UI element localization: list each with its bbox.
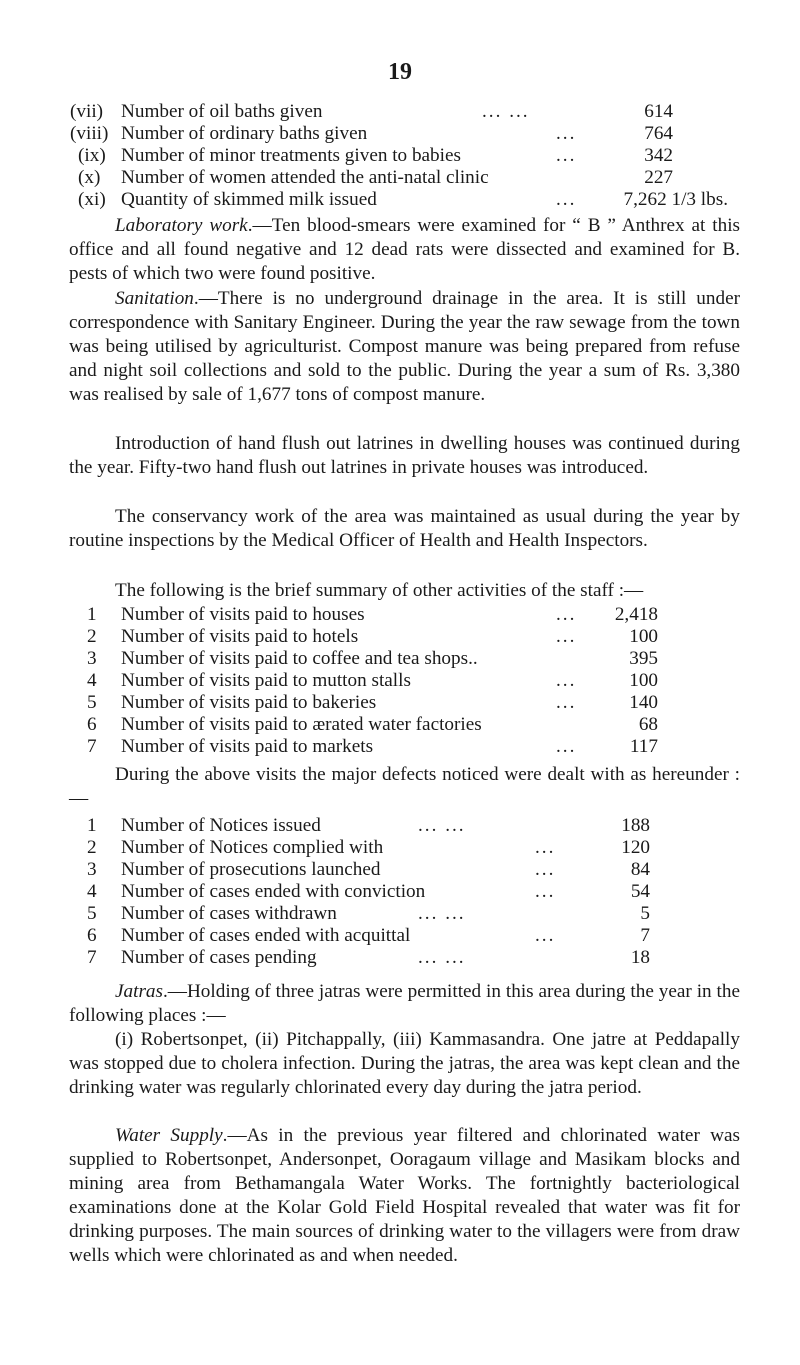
leader-dots: ... (556, 145, 577, 166)
leader-dots: ... ... (482, 101, 530, 122)
latrines-paragraph: Introduction of hand flush out latrines in dwelling houses was continued during the year. Fifty-two hand flush out latrines in private houses was introduced. (69, 433, 740, 478)
leader-dots: ... (556, 123, 577, 144)
item-label: Number of visits paid to hotels (121, 626, 359, 647)
item-label: Number of women attended the anti-natal clinic (121, 167, 489, 188)
sanitation-paragraph (69, 287, 740, 407)
item-label: Number of visits paid to coffee and tea shops.. (121, 648, 478, 669)
leader-dots: ... (556, 692, 577, 713)
item-number: (xi) (78, 189, 106, 210)
item-label: Number of oil baths given (121, 101, 323, 122)
item-label: Number of visits paid to markets (121, 736, 374, 757)
item-number: 5 (87, 903, 97, 924)
item-label: Number of cases ended with conviction (121, 881, 426, 902)
item-value: 117 (629, 736, 658, 757)
item-value: 395 (629, 648, 658, 669)
item-value: 18 (630, 947, 650, 968)
item-number: 2 (87, 837, 97, 858)
item-number: (ix) (78, 145, 106, 166)
item-value: 764 (644, 123, 673, 144)
leader-dots: ... (535, 881, 556, 902)
item-value: 614 (644, 101, 673, 122)
water-supply-text: .—As in the previous year filtered and chlorinated water was supplied to Robertsonpet, Andersonpet, Ooragaum village and Masikam blocks and mining area from Bethamangala Water Works. The fortnightly bacteriological examinations done at the Kolar Gold Field Hospital revealed that water was fit for drinking purposes. The main sources of drinking water to the villagers were from draw wells which were chlorinated as and when needed. (69, 1125, 740, 1266)
item-number: 4 (87, 881, 97, 902)
jatras-places-paragraph: (i) Robertsonpet, (ii) Pitchappally, (iii) Kammasandra. One jatre at Peddapally was stopped due to cholera infection. During the jatras, the area was kept clean and the drinking water was regularly chlorinated every day during the jatra period. (69, 1029, 740, 1098)
leader-dots: ... (556, 604, 577, 625)
item-value: 54 (630, 881, 650, 902)
item-value: 100 (629, 626, 658, 647)
item-number: (x) (78, 167, 101, 188)
leader-dots: ... (556, 736, 577, 757)
item-value: 140 (629, 692, 658, 713)
leader-dots: ... ... (418, 815, 466, 836)
leader-dots: ... (556, 670, 577, 691)
item-label: Number of ordinary baths given (121, 123, 368, 144)
item-label: Number of Notices complied with (121, 837, 384, 858)
item-number: 6 (87, 714, 97, 735)
item-label: Number of visits paid to ærated water factories (121, 714, 482, 735)
item-label: Number of visits paid to bakeries (121, 692, 377, 713)
item-number: 7 (87, 947, 97, 968)
water-supply-paragraph (69, 1124, 740, 1268)
item-label: Quantity of skimmed milk issued (121, 189, 377, 210)
item-value: 5 (640, 903, 650, 924)
item-value: 2,418 (614, 604, 658, 625)
laboratory-text: .—Ten blood-smears were examined for “ B ” Anthrex at this office and all found negative and 12 dead rats were dissected and examined for B. pests of which two were found positive. (69, 215, 740, 284)
leader-dots: ... ... (418, 947, 466, 968)
leader-dots: ... ... (418, 903, 466, 924)
item-value: 68 (638, 714, 658, 735)
leader-dots: ... (556, 189, 577, 210)
item-value: 120 (621, 837, 650, 858)
item-number: 1 (87, 815, 97, 836)
conservancy-paragraph: The conservancy work of the area was maintained as usual during the year by routine inspections by the Medical Officer of Health and Health Inspectors. (69, 506, 740, 551)
item-label: Number of visits paid to mutton stalls (121, 670, 411, 691)
item-label: Number of Notices issued (121, 815, 321, 836)
leader-dots: ... (535, 859, 556, 880)
jatras-text: .—Holding of three jatras were permitted in this area during the year in the following places :— (69, 981, 740, 1026)
jatras-heading: Jatras (115, 981, 163, 1002)
item-number: 3 (87, 648, 97, 669)
item-number: 1 (87, 604, 97, 625)
item-value: 342 (644, 145, 673, 166)
laboratory-paragraph (69, 214, 740, 286)
leader-dots: ... (556, 626, 577, 647)
item-number: 4 (87, 670, 97, 691)
leader-dots: ... (535, 925, 556, 946)
item-label: Number of prosecutions launched (121, 859, 381, 880)
item-label: Number of visits paid to houses (121, 604, 365, 625)
item-label: Number of minor treatments given to babies (121, 145, 461, 166)
item-number: (viii) (70, 123, 109, 144)
sanitation-heading: Sanitation (115, 288, 194, 309)
item-number: 7 (87, 736, 97, 757)
item-number: 2 (87, 626, 97, 647)
item-value: 100 (629, 670, 658, 691)
item-label: Number of cases pending (121, 947, 317, 968)
item-label: Number of cases withdrawn (121, 903, 337, 924)
page-number: 19 (388, 59, 412, 85)
item-number: 3 (87, 859, 97, 880)
defects-intro: During the above visits the major defects noticed were dealt with as hereunder :— (69, 764, 740, 809)
laboratory-heading: Laboratory work (115, 215, 248, 236)
leader-dots: ... (535, 837, 556, 858)
item-value: 84 (630, 859, 650, 880)
item-value: 7,262 1/3 lbs. (623, 189, 728, 210)
sanitation-text: .—There is no underground drainage in the area. It is still under correspondence with Sanitary Engineer. During the year the raw sewage from the town was being utilised by agriculturist. Compost manure was being prepared from refuse and night soil collections and sold to the public. During the year a sum of Rs. 3,380 was realised by sale of 1,677 tons of compost manure. (69, 288, 740, 405)
item-label: Number of cases ended with acquittal (121, 925, 411, 946)
item-value: 227 (644, 167, 673, 188)
water-supply-heading: Water Supply (115, 1125, 223, 1146)
item-value: 188 (621, 815, 650, 836)
jatras-paragraph (69, 980, 740, 1028)
item-number: 5 (87, 692, 97, 713)
item-number: (vii) (70, 101, 104, 122)
item-number: 6 (87, 925, 97, 946)
summary-intro: The following is the brief summary of other activities of the staff :— (115, 580, 644, 601)
item-value: 7 (640, 925, 650, 946)
